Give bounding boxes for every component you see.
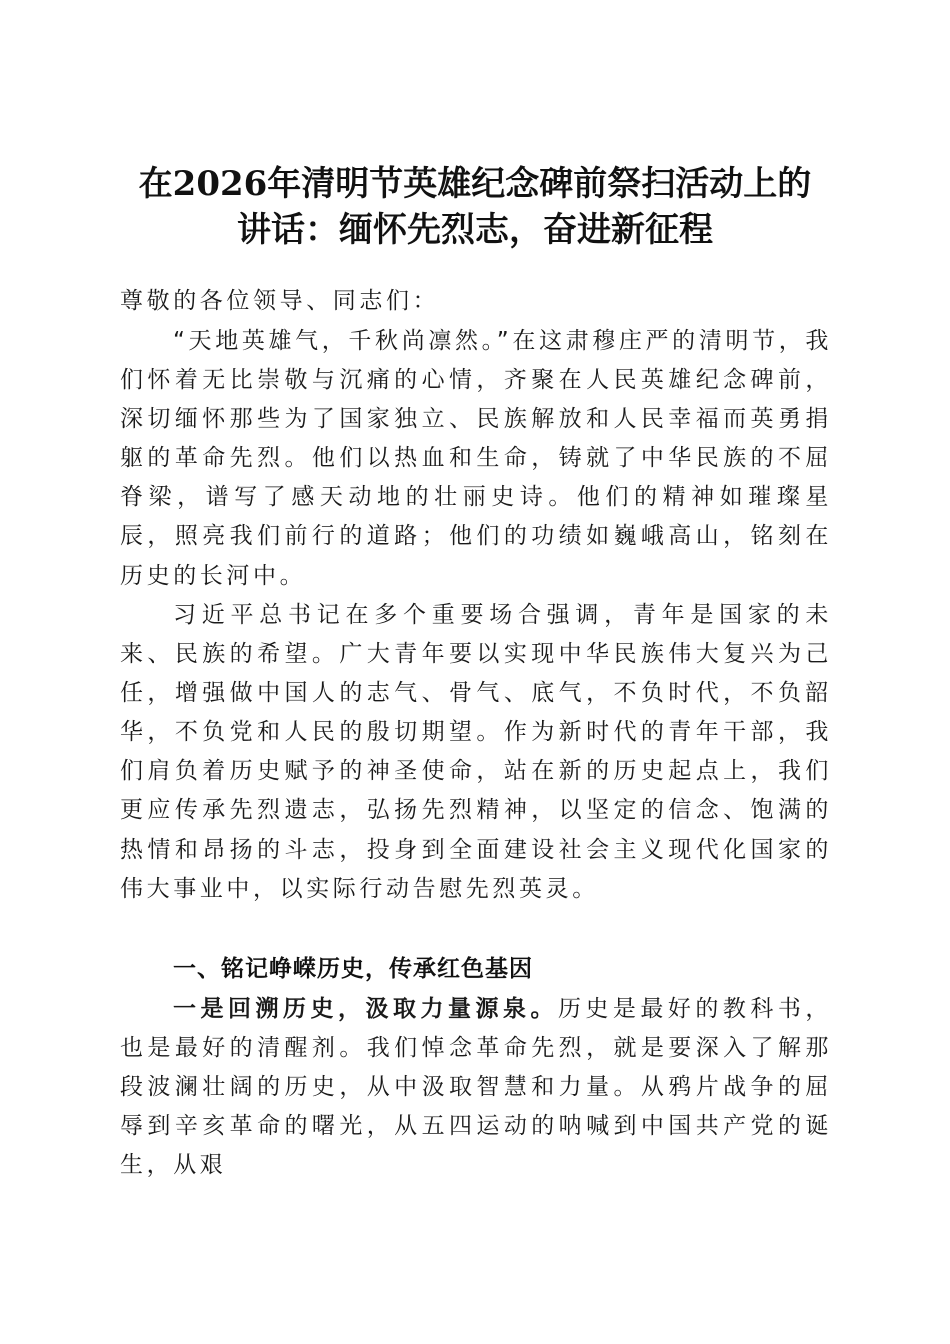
title-line-1: 在2026年清明节英雄纪念碑前祭扫活动上的 bbox=[138, 163, 812, 204]
paragraph-youth-mission: 习近平总书记在多个重要场合强调，青年是国家的未来、民族的希望。广大青年要以实现中华民族伟大复兴为己任，增强做中国人的志气、骨气、底气，不负时代，不负韶华，不负党和人民的殷切期望。作为新时代的青年干部，我们肩负着历史赋予的神圣使命，站在新的历史起点上，我们更应传承先烈遗志，弘扬先烈精神，以坚定的信念、饱满的热情和昂扬的斗志，投身到全面建设社会主义现代化国家的伟大事业中，以实际行动告慰先烈英灵。 bbox=[120, 602, 832, 902]
paragraph-history bbox=[120, 990, 832, 1185]
section-heading: 一、铭记峥嵘历史，传承红色基因 bbox=[173, 956, 533, 982]
paragraph-opening: “天地英雄气，千秋尚凛然。”在这肃穆庄严的清明节，我们怀着无比崇敬与沉痛的心情，齐聚在人民英雄纪念碑前，深切缅怀那些为了国家独立、民族解放和人民幸福而英勇捐躯的革命先烈。他们以热血和生命，铸就了中华民族的不屈脊梁，谱写了感天动地的壮丽史诗。他们的精神如璀璨星辰，照亮我们前行的道路；他们的功绩如巍峨高山，铭刻在历史的长河中。 bbox=[120, 328, 832, 589]
document-title bbox=[120, 161, 830, 253]
title-line-2: 讲话：缅怀先烈志，奋进新征程 bbox=[237, 209, 713, 250]
salutation: 尊敬的各位领导、同志们： bbox=[120, 288, 440, 314]
paragraph-body: 历史是最好的教科书，也是最好的清醒剂。我们悼念革命先烈，就是要深入了解那段波澜壮阔的历史，从中汲取智慧和力量。从鸦片战争的屈辱到辛亥革命的曙光，从五四运动的呐喊到中国共产党的诞生，从艰 bbox=[120, 996, 832, 1179]
paragraph-lead: 一是回溯历史，汲取力量源泉。 bbox=[173, 996, 558, 1022]
